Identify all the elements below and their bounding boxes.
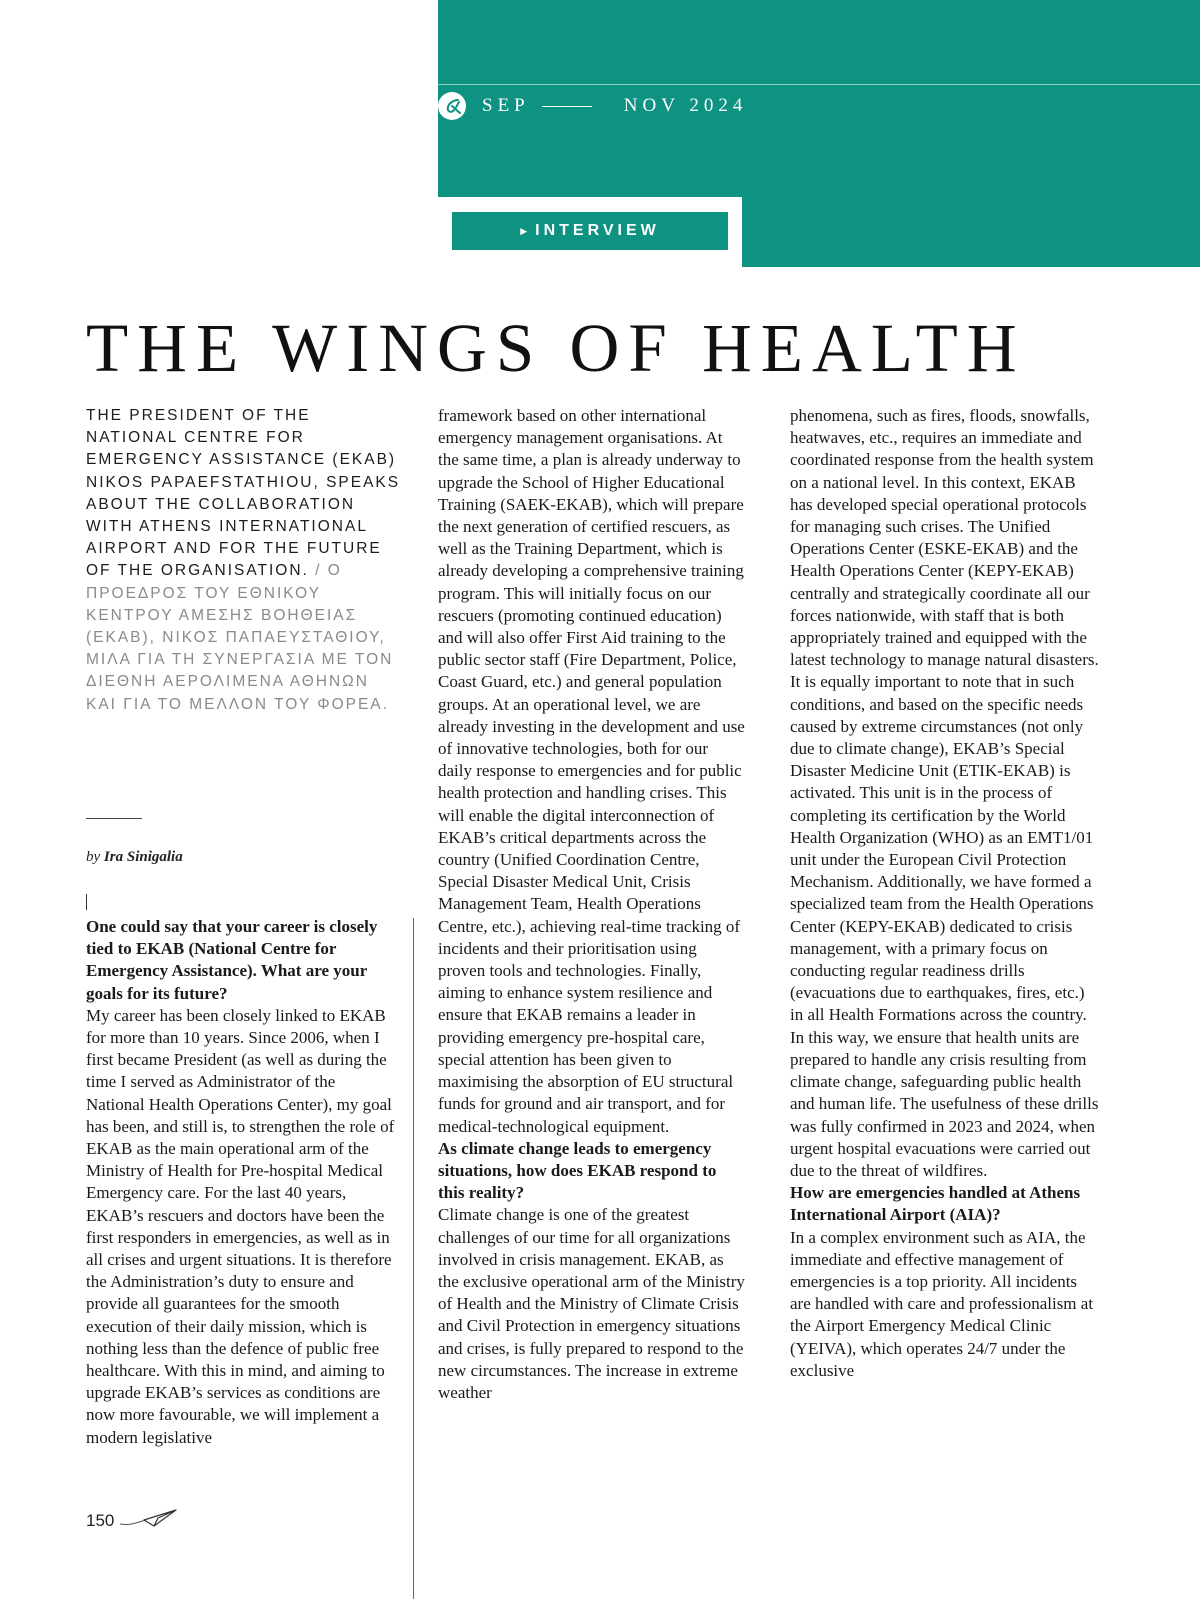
text-start-marker [86, 894, 87, 910]
date-end: NOV 2024 [623, 95, 748, 116]
date-dash [542, 106, 592, 107]
column-3 [790, 405, 1100, 1382]
question-3: How are emergencies handled at Athens International Airport (AIA)? [790, 1183, 1081, 1225]
answer-1: My career has been closely linked to EKAB for more than 10 years. Since 2006, when I first became President (as well as during the time I served as Administrator of the National Health Operations Center), my goal has been, and still is, to strengthen the role of EKAB as the main operational arm of the Ministry of Health for Pre-hospital Medical Emergency care. For the last 40 years, EKAB’s rescuers and doctors have been the first responders in emergencies, as well as in all crises and urgent situations. It is therefore the Administration’s duty to ensure and provide all guarantees for the smooth execution of their daily mission, which is nothing less than the defence of public free healthcare. With this in mind, and aiming to upgrade EKAB’s services as conditions are now more favourable, we will implement a modern legislative [86, 1005, 395, 1447]
column-divider [413, 918, 414, 1599]
article-lead [86, 405, 406, 716]
header-rule [438, 84, 1200, 85]
issue-date [438, 90, 747, 122]
column-1 [86, 916, 398, 1449]
lead-english: THE PRESIDENT OF THE NATIONAL CENTRE FOR EMERGENCY ASSISTANCE (EKAB) NIKOS PAPAEFSTATHIOU, SPEAKS ABOUT THE COLLABORATION WITH ATHENS INTERNATIONAL AIRPORT AND FOR THE FUTURE OF THE ORGANISATION. [86, 407, 401, 580]
author-name: Ira Sinigalia [103, 849, 183, 865]
answer-2-continued: phenomena, such as fires, floods, snowfalls, heatwaves, etc., requires an immediate and coordinated response from the health system on a national level. In this context, EKAB has developed special operational protocols for managing such crises. The Unified Operations Center (ESKE-EKAB) and the Health Operations Center (KEPY-EKAB) centrally and strategically coordinate all our forces nationwide, with staff that is both appropriately trained and equipped with the latest technology to manage natural disasters. It is equally important to note that in such conditions, and based on the specific needs caused by extreme circumstances (not only due to climate change), EKAB’s Special Disaster Medicine Unit (ETIK-EKAB) is activated. This unit is in the process of completing its certification by the World Health Organization (WHO) as an EMT1/01 unit under the European Civil Protection Mechanism. Additionally, we have formed a specialized team from the Health Operations Center (KEPY-EKAB) dedicated to crisis management, with a primary focus on conducting regular readiness drills (evacuations due to earthquakes, fires, etc.) in all Health Formations across the country. In this way, we ensure that health units are prepared to handle any crisis resulting from climate change, safeguarding public health and human life. The usefulness of these drills was fully confirmed in 2023 and 2024, when urgent hospital evacuations were carried out due to the threat of wildfires. [790, 406, 1099, 1180]
header-band-extension [742, 197, 1200, 267]
alpha-logo-icon [438, 92, 466, 120]
page-number: 150 [86, 1510, 115, 1530]
lead-divider [86, 818, 142, 819]
section-label: INTERVIEW [535, 222, 660, 239]
article-title: THE WINGS OF HEALTH [86, 310, 1026, 386]
answer-1-continued: framework based on other international emergency management organisations. At the same time, a plan is already underway to upgrade the School of Higher Educational Training (SAEK-EKAB), which will prepare the next generation of certified rescuers, as well as the Training Department, which is already developing a comprehensive training program. This will initially focus on our rescuers (promoting continued education) and will also offer First Aid training to the public sector staff (Fire Department, Police, Coast Guard, etc.) and general population groups. At an operational level, we are already investing in the development and use of innovative technologies, both for our daily response to emergencies and for public health protection and handling crises. This will enable the digital interconnection of EKAB’s critical departments across the country (Unified Coordination Centre, Special Disaster Medical Unit, Crisis Management Team, Health Operations Centre, etc.), achieving real-time tracking of incidents and their prioritisation using proven tools and technologies. Finally, aiming to enhance system resilience and ensure that EKAB remains a leader in providing emergency pre-hospital care, special attention has been given to maximising the absorption of EU structural funds for ground and air transport, and for medical-technological equipment. [438, 406, 745, 1136]
section-tab [452, 212, 728, 250]
answer-2: Climate change is one of the greatest challenges of our time for all organizations involved in crisis management. EKAB, as the exclusive operational arm of the Ministry of Health and the Ministry of Climate Crisis and Civil Protection in emergency situations and crises, is fully prepared to respond to the new circumstances. The increase in extreme weather [438, 1205, 745, 1402]
paper-plane-icon [118, 1506, 180, 1535]
column-2 [438, 405, 746, 1404]
byline-prefix: by [86, 849, 101, 865]
answer-3: In a complex environment such as AIA, the immediate and effective management of emergencies is a top priority. All incidents are handled with care and professionalism at the Airport Emergency Medical Clinic (YEIVA), which operates 24/7 under the exclusive [790, 1227, 1094, 1380]
lead-greek: / Ο ΠΡΟΕΔΡΟΣ ΤΟΥ ΕΘΝΙΚΟΥ ΚΕΝΤΡΟΥ ΑΜΕΣΗΣ ΒΟΗΘΕΙΑΣ (ΕΚΑΒ), ΝΙΚΟΣ ΠΑΠΑΕΥΣΤΑΘΙΟΥ, ΜΙΛΑ ΓΙΑ ΤΗ ΣΥΝΕΡΓΑΣΙΑ ΜΕ ΤΟΝ ΔΙΕΘΝΗ ΑΕΡΟΛΙΜΕΝΑ ΑΘΗΝΩΝ ΚΑΙ ΓΙΑ ΤΟ ΜΕΛΛΟΝ ΤΟΥ ΦΟΡΕΑ. [86, 562, 394, 713]
question-2: As climate change leads to emergency situations, how does EKAB respond to this reality? [438, 1138, 717, 1203]
date-start: SEP [482, 95, 530, 116]
byline [86, 849, 183, 866]
question-1: One could say that your career is closely tied to EKAB (National Centre for Emergency Assistance). What are your goals for its future? [86, 917, 378, 1003]
triangle-icon: ▶ [520, 225, 528, 236]
page-footer [86, 1506, 180, 1535]
